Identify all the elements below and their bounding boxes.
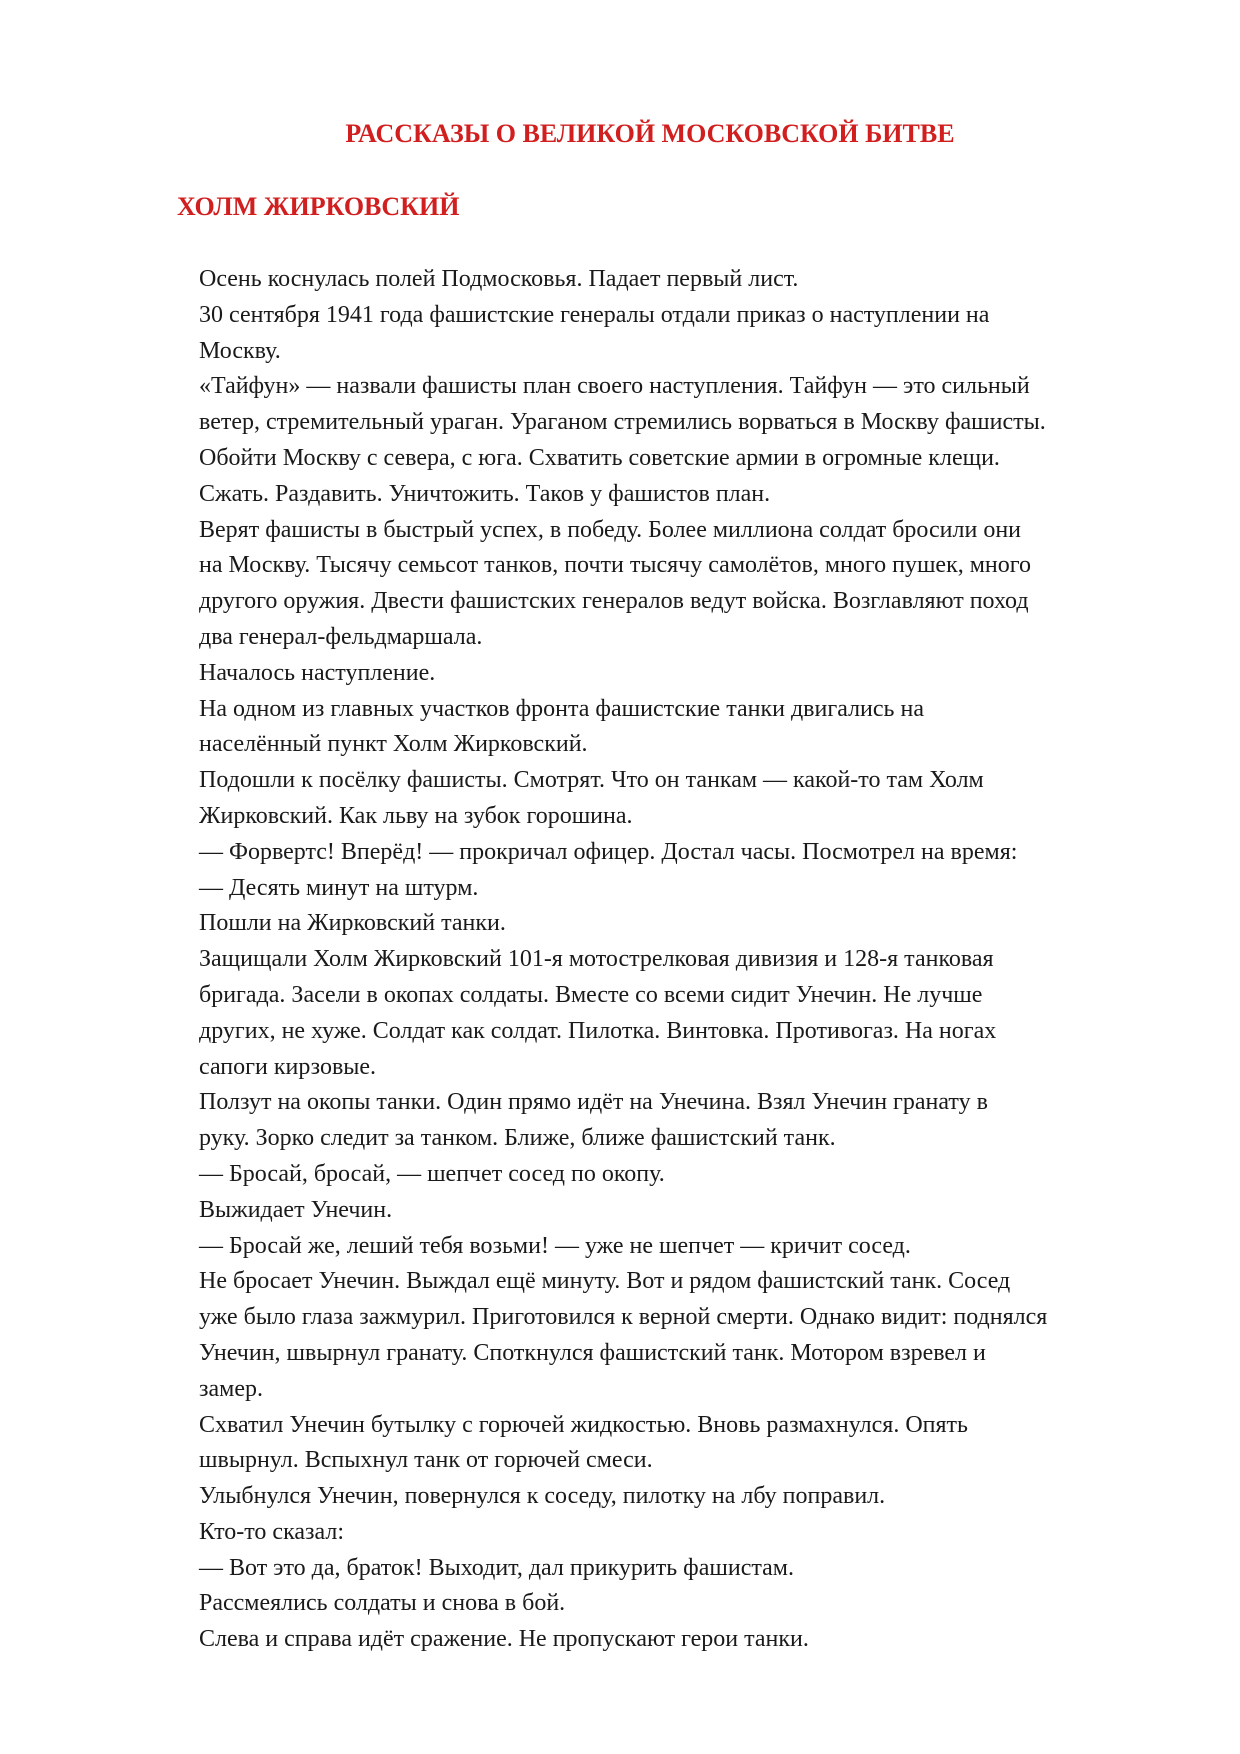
- story-body: [177, 262, 1152, 1658]
- story-title: ХОЛМ ЖИРКОВСКИЙ: [177, 192, 460, 221]
- story-paragraph: [177, 441, 1152, 513]
- paragraph-line: Верят фашисты в быстрый успех, в победу. Более миллиона солдат бросили они: [199, 516, 1022, 543]
- paragraph-line: бригада. Засели в окопах солдаты. Вместе со всеми сидит Унечин. Не лучше: [199, 981, 983, 1008]
- paragraph-line: других, не хуже. Солдат как солдат. Пилотка. Винтовка. Противогаз. На ногах: [199, 1017, 997, 1044]
- paragraph-line: «Тайфун» — назвали фашисты план своего наступления. Тайфун — это сильный: [199, 373, 1030, 400]
- paragraph-line: другого оружия. Двести фашистских генералов ведут войска. Возглавляют поход: [199, 588, 1029, 615]
- story-paragraph: [177, 942, 1152, 1085]
- paragraph-line: — Бросай, бросай, — шепчет сосед по окопу.: [199, 1160, 665, 1187]
- paragraph-line: Жирковский. Как льву на зубок горошина.: [199, 802, 633, 829]
- story-paragraph: [177, 1085, 1152, 1157]
- paragraph-line: ветер, стремительный ураган. Ураганом стремились ворваться в Москву фашисты.: [199, 409, 1046, 436]
- paragraph-line: Слева и справа идёт сражение. Не пропускают герои танки.: [199, 1626, 809, 1653]
- story-paragraph: [177, 906, 1152, 942]
- paragraph-line: — Вот это да, браток! Выходит, дал прикурить фашистам.: [199, 1554, 794, 1581]
- story-paragraph: [177, 763, 1152, 835]
- story-paragraph: [177, 1515, 1152, 1551]
- story-paragraph: [177, 1157, 1152, 1193]
- paragraph-line: Началось наступление.: [199, 659, 436, 686]
- paragraph-line: 30 сентября 1941 года фашистские генералы отдали приказ о наступлении на: [199, 301, 990, 328]
- story-paragraph: [177, 1586, 1152, 1622]
- paragraph-line: Пошли на Жирковский танки.: [199, 910, 506, 937]
- paragraph-line: Рассмеялись солдаты и снова в бой.: [199, 1590, 566, 1617]
- story-paragraph: [177, 1408, 1152, 1480]
- story-paragraph: [177, 1264, 1152, 1407]
- paragraph-line: уже было глаза зажмурил. Приготовился к верной смерти. Однако видит: поднялся: [199, 1304, 1048, 1331]
- paragraph-line: — Бросай же, леший тебя возьми! — уже не шепчет — кричит сосед.: [199, 1232, 911, 1259]
- story-paragraph: [177, 1193, 1152, 1229]
- book-title: РАССКАЗЫ О ВЕЛИКОЙ МОСКОВСКОЙ БИТВЕ: [345, 119, 955, 148]
- paragraph-line: замер.: [199, 1375, 263, 1402]
- paragraph-line: Ползут на окопы танки. Один прямо идёт на Унечина. Взял Унечин гранату в: [199, 1089, 988, 1116]
- paragraph-line: два генерал-фельдмаршала.: [199, 623, 483, 650]
- paragraph-line: Защищали Холм Жирковский 101-я мотострелковая дивизия и 128-я танковая: [199, 946, 994, 973]
- paragraph-line: Осень коснулась полей Подмосковья. Падает первый лист.: [199, 266, 799, 292]
- story-paragraph: [177, 369, 1152, 441]
- paragraph-line: Подошли к посёлку фашисты. Смотрят. Что он танкам — какой-то там Холм: [199, 767, 984, 794]
- story-paragraph: [177, 262, 1152, 298]
- paragraph-line: Обойти Москву с севера, с юга. Схватить советские армии в огромные клещи.: [199, 444, 1000, 471]
- story-paragraph: [177, 835, 1152, 907]
- paragraph-line: Схватил Унечин бутылку с горючей жидкостью. Вновь размахнулся. Опять: [199, 1411, 968, 1438]
- story-paragraph: [177, 692, 1152, 764]
- paragraph-line: Сжать. Раздавить. Уничтожить. Таков у фашистов план.: [199, 480, 771, 507]
- paragraph-line: Улыбнулся Унечин, повернулся к соседу, пилотку на лбу поправил.: [199, 1483, 886, 1510]
- paragraph-line: Не бросает Унечин. Выждал ещё минуту. Вот и рядом фашистский танк. Сосед: [199, 1268, 1011, 1295]
- paragraph-line: Кто-то сказал:: [199, 1518, 345, 1545]
- paragraph-line: Выжидает Унечин.: [199, 1196, 393, 1223]
- story-paragraph: [177, 656, 1152, 692]
- paragraph-line: Москву.: [199, 337, 281, 364]
- story-paragraph: [177, 1229, 1152, 1265]
- story-paragraph: [177, 1479, 1152, 1515]
- story-paragraph: [177, 513, 1152, 656]
- paragraph-line: На одном из главных участков фронта фашистские танки двигались на: [199, 695, 924, 722]
- paragraph-line: швырнул. Вспыхнул танк от горючей смеси.: [199, 1447, 653, 1474]
- paragraph-line: — Форвертс! Вперёд! — прокричал офицер. Достал часы. Посмотрел на время:: [199, 838, 1018, 865]
- paragraph-line: сапоги кирзовые.: [199, 1053, 377, 1080]
- story-paragraph: [177, 1551, 1152, 1587]
- paragraph-line: на Москву. Тысячу семьсот танков, почти тысячу самолётов, много пушек, много: [199, 552, 1032, 579]
- paragraph-line: руку. Зорко следит за танком. Ближе, ближе фашистский танк.: [199, 1125, 836, 1152]
- story-paragraph: [177, 1622, 1152, 1658]
- paragraph-line: населённый пункт Холм Жирковский.: [199, 731, 588, 758]
- story-paragraph: [177, 298, 1152, 370]
- paragraph-line: — Десять минут на штурм.: [199, 874, 479, 901]
- paragraph-line: Унечин, швырнул гранату. Споткнулся фашистский танк. Мотором взревел и: [199, 1339, 986, 1366]
